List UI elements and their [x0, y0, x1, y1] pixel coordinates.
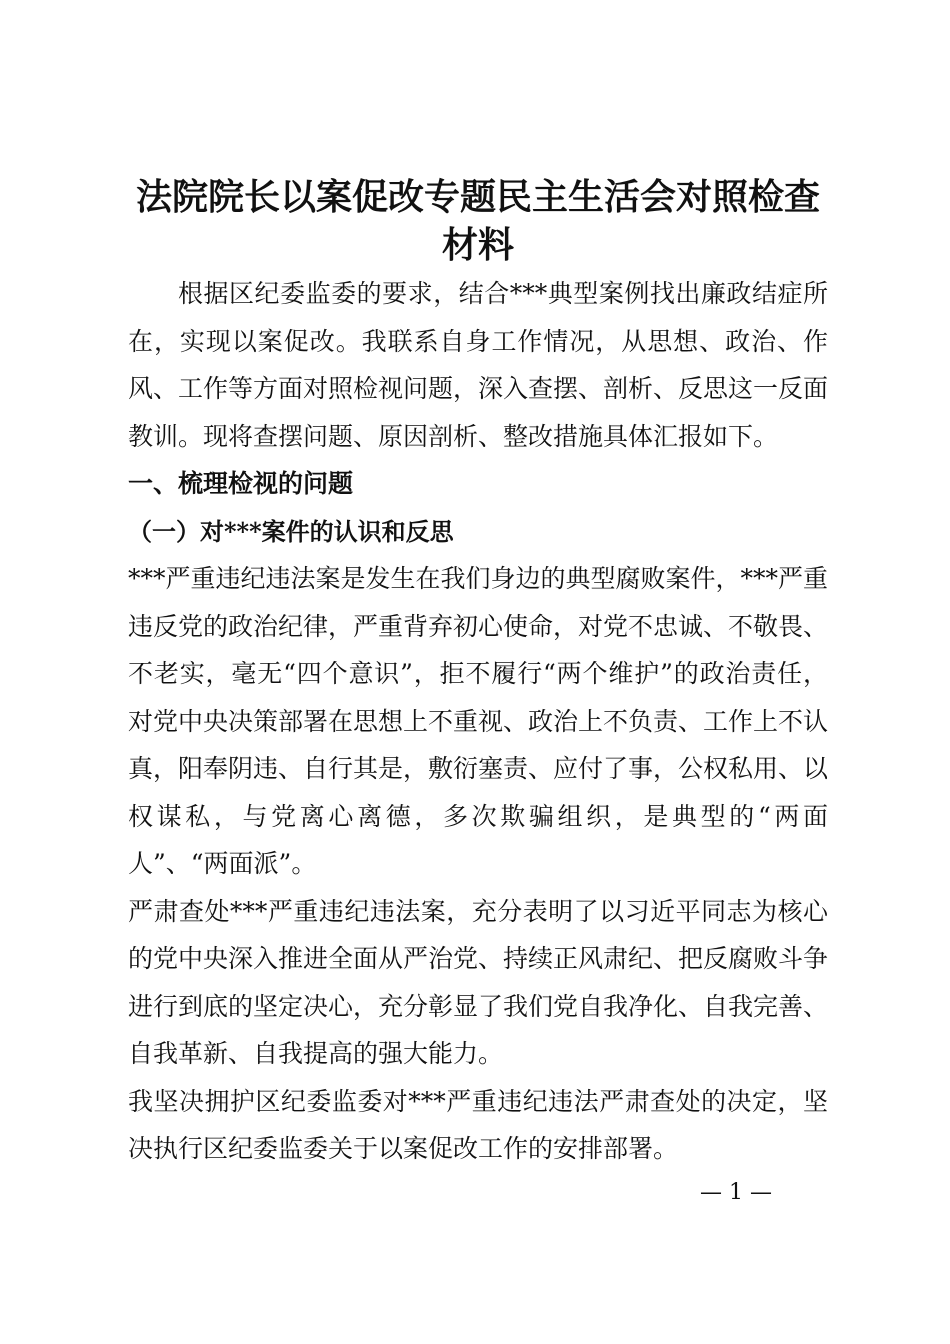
- page-number: — 1 —: [700, 1180, 772, 1205]
- section-heading: 一、梳理检视的问题: [128, 469, 354, 498]
- body-paragraph-1: ***严重违纪违法案是发生在我们身边的典型腐败案件，***严重违反党的政治纪律，严重背弃初心使命，对党不忠诚、不敬畏、不老实，毫无“四个意识”，拒不履行“两个维护”的政治责任，对党中央决策部署在思想上不重视、政治上不负责、工作上不认真，阳奉阴违、自行其是，敷衍塞责、应付了事，公权私用、以权谋私，与党离心离德，多次欺骗组织，是典型的“两面人”、“两面派”。: [128, 564, 829, 878]
- body-paragraph-2: 严肃查处***严重违纪违法案，充分表明了以习近平同志为核心的党中央深入推进全面从严治党、持续正风肃纪、把反腐败斗争进行到底的坚定决心，充分彰显了我们党自我净化、自我完善、自我革新、自我提高的强大能力。: [128, 896, 829, 1068]
- document-title: 法院院长以案促改专题民主生活会对照检查材料: [135, 177, 820, 266]
- document-body: [128, 174, 828, 1173]
- intro-paragraph: 根据区纪委监委的要求，结合***典型案例找出廉政结症所在，实现以案促改。我联系自身工作情况，从思想、政治、作风、工作等方面对照检视问题，深入查摆、剖析、反思这一反面教训。现将查摆问题、原因剖析、整改措施具体汇报如下。: [128, 279, 829, 451]
- subsection-heading: （一）对***案件的认识和反思: [128, 516, 454, 546]
- body-paragraph-3: 我坚决拥护区纪委监委对***严重违纪违法严肃查处的决定，坚决执行区纪委监委关于以案促改工作的安排部署。: [128, 1086, 828, 1163]
